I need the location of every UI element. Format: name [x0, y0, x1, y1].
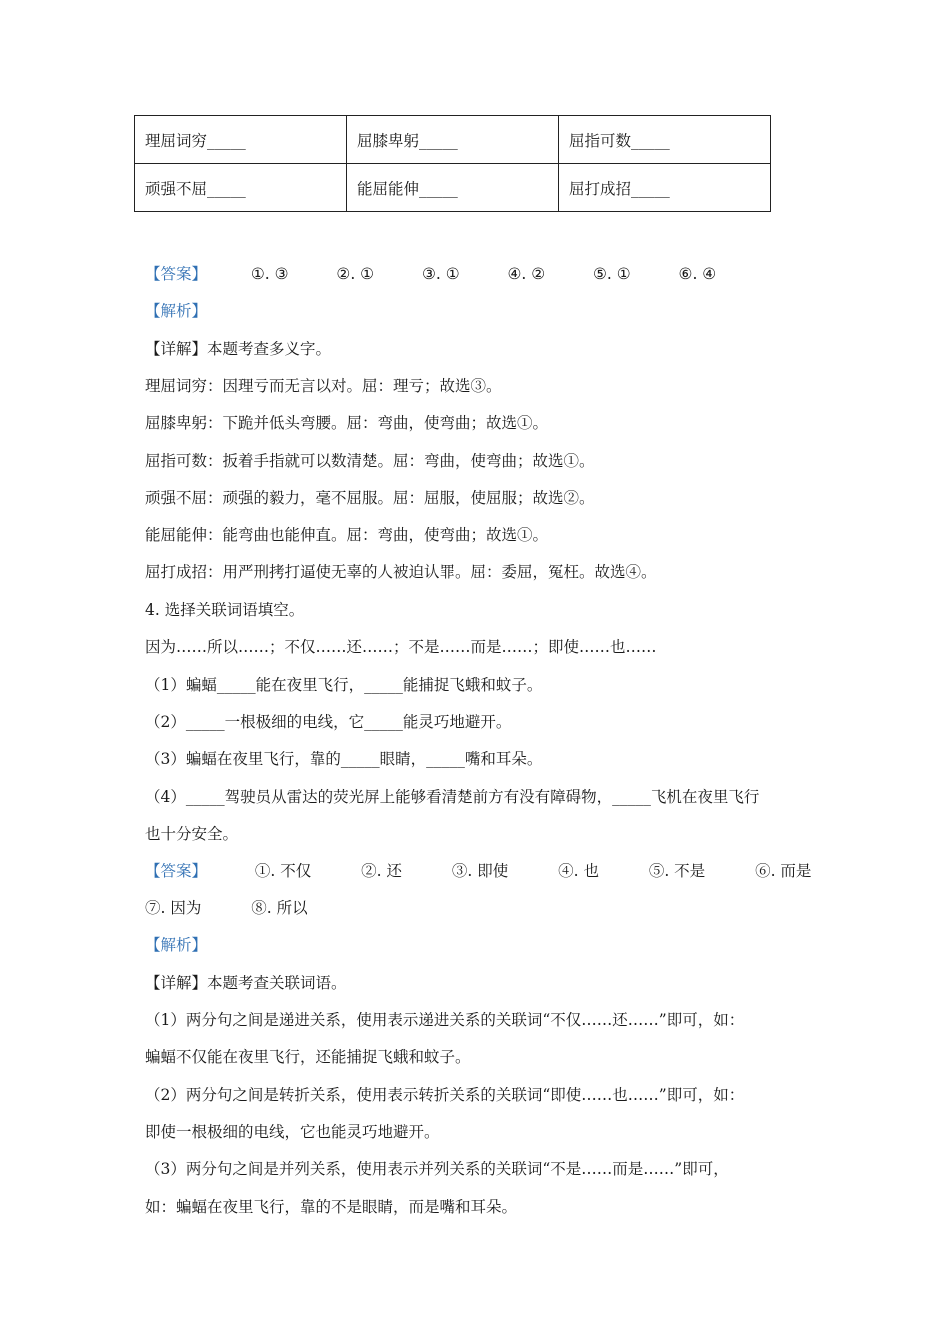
- question-title: 4. 选择关联词语填空。: [145, 601, 305, 619]
- analysis-tag: 【解析】: [145, 302, 208, 320]
- detail-line: 【详解】本题考查关联词语。: [145, 974, 347, 992]
- q4-answer-line: [145, 861, 811, 881]
- question-item: （2）_____一根极细的电线，它_____能灵巧地避开。: [145, 713, 512, 731]
- answer-item: ①. ③: [250, 265, 289, 283]
- meaning-table: [134, 115, 771, 212]
- answer-tag: 【答案】: [145, 265, 208, 283]
- question-options: 因为……所以……；不仅……还……；不是……而是……；即使……也……: [145, 638, 657, 656]
- answer-item: ③. 即使: [451, 862, 509, 880]
- analysis-line: （1）两分句之间是递进关系，使用表示递进关系的关联词“不仅……还……”即可，如：: [145, 1011, 745, 1029]
- table-row: [135, 164, 771, 212]
- question-item: 也十分安全。: [145, 825, 239, 843]
- question-item: （4）_____驾驶员从雷达的荧光屏上能够看清楚前方有没有障碍物，_____飞机在夜里飞行: [145, 788, 760, 806]
- analysis-line: 屈指可数：扳着手指就可以数清楚。屈：弯曲，使弯曲；故选①。: [145, 452, 595, 470]
- analysis-line: （2）两分句之间是转折关系，使用表示转折关系的关联词“即使……也……”即可，如：: [145, 1086, 745, 1104]
- answer-item: ③. ①: [421, 265, 460, 283]
- answer-item: ⑥. ④: [678, 265, 717, 283]
- q3-answer-line: [145, 264, 716, 284]
- table-cell: 屈指可数_____: [559, 116, 771, 164]
- analysis-line: 屈膝卑躬：下跪并低头弯腰。屈：弯曲，使弯曲；故选①。: [145, 414, 549, 432]
- analysis-line: 蝙蝠不仅能在夜里飞行，还能捕捉飞蛾和蚊子。: [145, 1048, 471, 1066]
- answer-item: ⑥. 而是: [755, 862, 812, 880]
- analysis-line: 即使一根极细的电线，它也能灵巧地避开。: [145, 1123, 440, 1141]
- analysis-line: （3）两分句之间是并列关系，使用表示并列关系的关联词“不是……而是……”即可，: [145, 1160, 729, 1178]
- answer-item: ①. 不仅: [254, 862, 312, 880]
- answer-item: ④. 也: [558, 862, 599, 880]
- answer-tag: 【答案】: [145, 862, 208, 880]
- table-row: [135, 116, 771, 164]
- question-item: （1）蝙蝠_____能在夜里飞行，_____能捕捉飞蛾和蚊子。: [145, 676, 543, 694]
- table-cell: 能屈能伸_____: [347, 164, 559, 212]
- answer-item: ④. ②: [507, 265, 546, 283]
- table-cell: 顽强不屈_____: [135, 164, 347, 212]
- answer-item: ⑧. 所以: [251, 899, 308, 917]
- table-cell: 屈膝卑躬_____: [347, 116, 559, 164]
- table-cell: 屈打成招_____: [559, 164, 771, 212]
- q4-answer-line-2: [145, 898, 308, 918]
- analysis-line: 顽强不屈：顽强的毅力，毫不屈服。屈：屈服，使屈服；故选②。: [145, 489, 595, 507]
- detail-line: 【详解】本题考查多义字。: [145, 340, 332, 358]
- answer-item: ⑤. 不是: [648, 862, 706, 880]
- answer-item: ②. 还: [361, 862, 402, 880]
- analysis-tag: 【解析】: [145, 936, 208, 954]
- table-cell: 理屈词穷_____: [135, 116, 347, 164]
- answer-item: ⑤. ①: [593, 265, 631, 283]
- question-item: （3）蝙蝠在夜里飞行，靠的_____眼睛，_____嘴和耳朵。: [145, 750, 543, 768]
- analysis-line: 如：蝙蝠在夜里飞行，靠的不是眼睛，而是嘴和耳朵。: [145, 1198, 518, 1216]
- analysis-line: 理屈词穷：因理亏而无言以对。屈：理亏；故选③。: [145, 377, 502, 395]
- analysis-line: 能屈能伸：能弯曲也能伸直。屈：弯曲，使弯曲；故选①。: [145, 526, 549, 544]
- answer-item: ②. ①: [336, 265, 375, 283]
- answer-item: ⑦. 因为: [145, 899, 202, 917]
- analysis-line: 屈打成招：用严刑拷打逼使无辜的人被迫认罪。屈：委屈，冤枉。故选④。: [145, 563, 657, 581]
